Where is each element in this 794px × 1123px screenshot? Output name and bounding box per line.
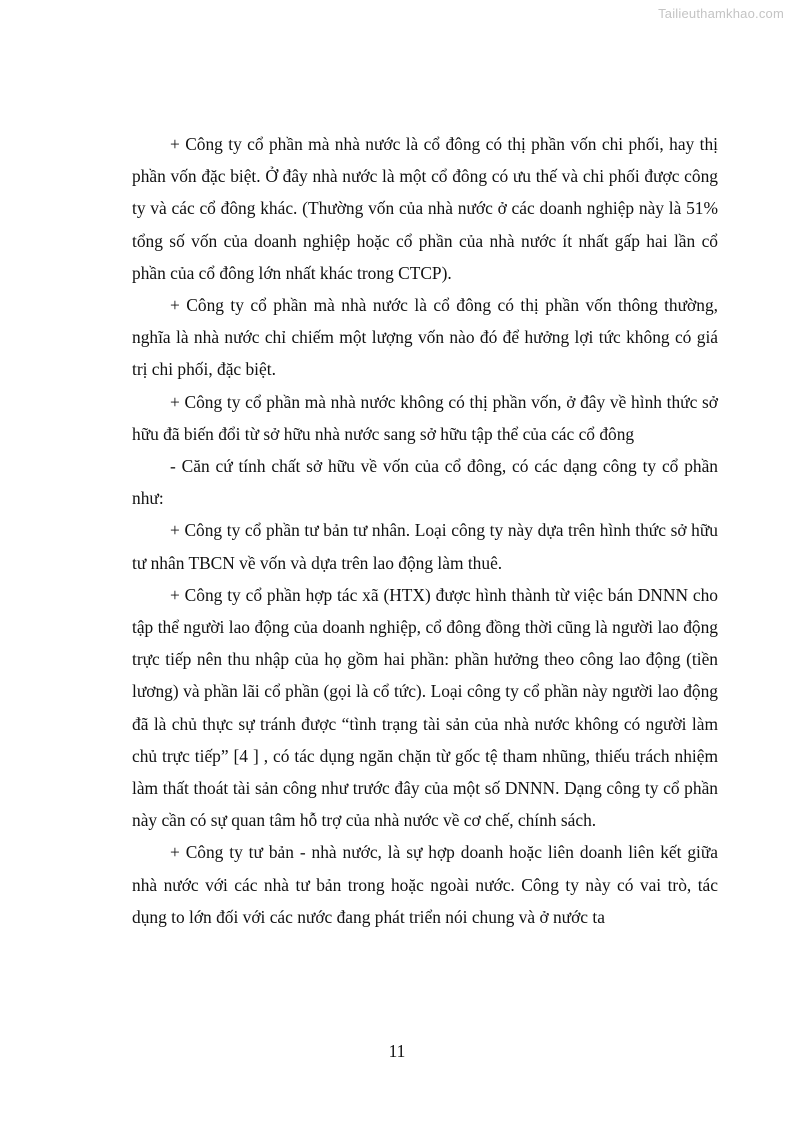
body-text <box>132 128 718 933</box>
paragraph-cooperative: + Công ty cổ phần hợp tác xã (HTX) được hình thành từ việc bán DNNN cho tập thể người lao động của doanh nghiệp, cổ đông đồng thời cũng là người lao động trực tiếp nên thu nhập của họ gồm hai phần: phần hưởng theo công lao động (tiền lương) và phần lãi cổ phần (gọi là cổ tức). Loại công ty cổ phần này người lao động đã là chủ thực sự tránh được “tình trạng tài sản của nhà nước không có người làm chủ trực tiếp” [4 ] , có tác dụng ngăn chặn từ gốc tệ tham nhũng, thiếu trách nhiệm làm thất thoát tài sản công như trước đây của một số DNNN. Dạng công ty cổ phần này cần có sự quan tâm hỗ trợ của nhà nước về cơ chế, chính sách. <box>132 584 718 831</box>
paragraph-private-capital: + Công ty cổ phần tư bản tư nhân. Loại công ty này dựa trên hình thức sở hữu tư nhân TBCN về vốn và dựa trên lao động làm thuê. <box>132 520 718 573</box>
paragraph-no-state-share: + Công ty cổ phần mà nhà nước không có thị phần vốn, ở đây về hình thức sở hữu đã biến đổi từ sở hữu nhà nước sang sở hữu tập thể của các cổ đông <box>132 391 718 444</box>
watermark: Tailieuthamkhao.com <box>658 6 784 21</box>
paragraph-state-ordinary-shareholder: + Công ty cổ phần mà nhà nước là cổ đông có thị phần vốn thông thường, nghĩa là nhà nước chỉ chiếm một lượng vốn nào đó để hưởng lợi tức không có giá trị chi phối, đặc biệt. <box>132 295 718 380</box>
paragraph-ownership-basis: - Căn cứ tính chất sở hữu về vốn của cổ đông, có các dạng công ty cổ phần như: <box>132 456 718 509</box>
page-number: 11 <box>388 1041 406 1061</box>
paragraph-state-controlling-shareholder: + Công ty cổ phần mà nhà nước là cổ đông có thị phần vốn chi phối, hay thị phần vốn đặc biệt. Ở đây nhà nước là một cổ đông có ưu thế và chi phối được công ty và các cổ đông khác. (Thường vốn của nhà nước ở các doanh nghiệp này là 51% tổng số vốn của doanh nghiệp hoặc cổ phần của nhà nước ít nhất gấp hai lần cổ phần của cổ đông lớn nhất khác trong CTCP). <box>132 134 718 283</box>
paragraph-state-capitalism: + Công ty tư bản - nhà nước, là sự hợp doanh hoặc liên doanh liên kết giữa nhà nước với các nhà tư bản trong hoặc ngoài nước. Công ty này có vai trò, tác dụng to lớn đối với các nước đang phát triển nói chung và ở nước ta <box>132 842 718 927</box>
